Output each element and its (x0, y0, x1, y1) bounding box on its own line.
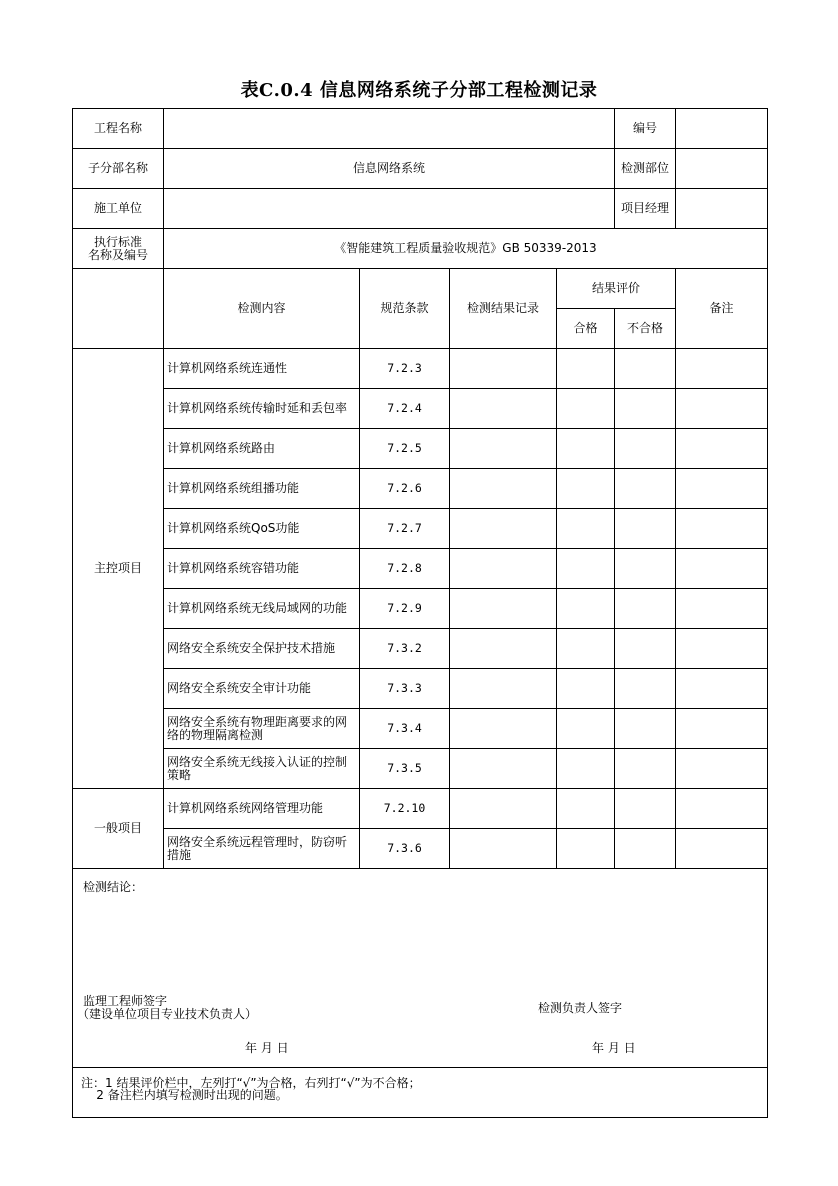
result-record-cell[interactable] (450, 629, 557, 669)
main-control-item-row (73, 709, 768, 749)
item-content: 网络安全系统远程管理时，防窃听措施 (164, 829, 360, 869)
note-line-2: 2 备注栏内填写检测时出现的问题。 (81, 1088, 288, 1102)
result-record-cell[interactable] (450, 709, 557, 749)
item-content: 计算机网络系统路由 (164, 429, 360, 469)
general-item-row (73, 829, 768, 869)
contractor-row (73, 189, 768, 229)
pass-cell[interactable] (557, 789, 615, 829)
number-label: 编号 (615, 109, 676, 149)
remarks-cell[interactable] (676, 469, 768, 509)
fail-cell[interactable] (615, 589, 676, 629)
item-clause: 7.3.2 (360, 629, 450, 669)
result-record-cell[interactable] (450, 789, 557, 829)
item-clause: 7.2.3 (360, 349, 450, 389)
pass-cell[interactable] (557, 389, 615, 429)
project-name-field[interactable] (164, 109, 615, 149)
result-record-cell[interactable] (450, 749, 557, 789)
pass-cell[interactable] (557, 629, 615, 669)
inspection-part-label: 检测部位 (615, 149, 676, 189)
column-header-content: 检测内容 (164, 269, 360, 349)
standard-label-line1: 执行标准 (93, 234, 142, 249)
fail-cell[interactable] (615, 389, 676, 429)
standard-label (73, 229, 164, 269)
item-clause: 7.2.8 (360, 549, 450, 589)
column-header-record: 检测结果记录 (450, 269, 557, 349)
standard-field[interactable]: 《智能建筑工程质量验收规范》GB 50339-2013 (164, 229, 768, 269)
item-content: 网络安全系统无线接入认证的控制策略 (164, 749, 360, 789)
standard-row (73, 229, 768, 269)
remarks-cell[interactable] (676, 669, 768, 709)
number-field[interactable] (676, 109, 768, 149)
main-control-item-row (73, 429, 768, 469)
conclusion-label: 检测结论： (83, 880, 144, 894)
general-category-label: 一般项目 (73, 789, 164, 869)
item-content: 网络安全系统安全审计功能 (164, 669, 360, 709)
result-record-cell[interactable] (450, 429, 557, 469)
remarks-cell[interactable] (676, 589, 768, 629)
main-control-item-row (73, 509, 768, 549)
pass-cell[interactable] (557, 469, 615, 509)
main-control-item-row (73, 549, 768, 589)
fail-cell[interactable] (615, 629, 676, 669)
supervisor-date: 年 月 日 (245, 1041, 289, 1055)
result-record-cell[interactable] (450, 549, 557, 589)
column-header-remarks: 备注 (676, 269, 768, 349)
fail-cell[interactable] (615, 789, 676, 829)
inspection-record-table (72, 108, 768, 1118)
pass-cell[interactable] (557, 429, 615, 469)
page-title: 表C.0.4 信息网络系统子分部工程检测记录 (240, 80, 598, 101)
fail-cell[interactable] (615, 669, 676, 709)
main-control-item-row (73, 589, 768, 629)
result-record-cell[interactable] (450, 589, 557, 629)
subdivision-label: 子分部名称 (73, 149, 164, 189)
supervisor-signature-note: （建设单位项目专业技术负责人） (77, 1007, 258, 1021)
item-content: 计算机网络系统无线局域网的功能 (164, 589, 360, 629)
remarks-cell[interactable] (676, 789, 768, 829)
item-clause: 7.2.6 (360, 469, 450, 509)
main-control-item-row (73, 669, 768, 709)
notes-cell (73, 1068, 768, 1118)
inspector-signature-label: 检测负责人签字 (538, 1001, 623, 1015)
result-record-cell[interactable] (450, 829, 557, 869)
fail-cell[interactable] (615, 549, 676, 589)
item-content: 计算机网络系统容错功能 (164, 549, 360, 589)
pass-cell[interactable] (557, 349, 615, 389)
contractor-field[interactable] (164, 189, 615, 229)
project-name-label: 工程名称 (73, 109, 164, 149)
item-clause: 7.2.7 (360, 509, 450, 549)
column-header-fail: 不合格 (615, 309, 676, 349)
project-manager-label: 项目经理 (615, 189, 676, 229)
item-content: 计算机网络系统QoS功能 (164, 509, 360, 549)
result-record-cell[interactable] (450, 349, 557, 389)
fail-cell[interactable] (615, 349, 676, 389)
item-content: 网络安全系统有物理距离要求的网络的物理隔离检测 (164, 709, 360, 749)
item-content: 计算机网络系统传输时延和丢包率 (164, 389, 360, 429)
pass-cell[interactable] (557, 709, 615, 749)
inspector-date: 年 月 日 (592, 1041, 636, 1055)
item-clause: 7.2.4 (360, 389, 450, 429)
column-header-clause: 规范条款 (360, 269, 450, 349)
pass-cell[interactable] (557, 549, 615, 589)
column-header-pass: 合格 (557, 309, 615, 349)
header-blank-cell (73, 269, 164, 349)
note-line-1: 注：1 结果评价栏中，左列打“√”为合格，右列打“√”为不合格； (81, 1076, 421, 1090)
fail-cell[interactable] (615, 829, 676, 869)
column-header-evaluation: 结果评价 (557, 269, 676, 309)
main-control-item-row (73, 389, 768, 429)
notes-row (73, 1068, 768, 1118)
item-content: 网络安全系统安全保护技术措施 (164, 629, 360, 669)
item-clause: 7.2.10 (360, 789, 450, 829)
general-item-row (73, 789, 768, 829)
conclusion-cell[interactable] (73, 869, 768, 1068)
project-name-row (73, 109, 768, 149)
result-record-cell[interactable] (450, 469, 557, 509)
fail-cell[interactable] (615, 469, 676, 509)
supervisor-signature-label: 监理工程师签字 (83, 994, 168, 1008)
item-content: 计算机网络系统连通性 (164, 349, 360, 389)
column-header-row-1 (73, 269, 768, 309)
pass-cell[interactable] (557, 509, 615, 549)
item-clause: 7.3.5 (360, 749, 450, 789)
subdivision-field[interactable]: 信息网络系统 (164, 149, 615, 189)
remarks-cell[interactable] (676, 389, 768, 429)
pass-cell[interactable] (557, 749, 615, 789)
remarks-cell[interactable] (676, 509, 768, 549)
main-control-category-label: 主控项目 (73, 349, 164, 789)
fail-cell[interactable] (615, 749, 676, 789)
item-clause: 7.3.4 (360, 709, 450, 749)
remarks-cell[interactable] (676, 709, 768, 749)
inspection-part-field[interactable] (676, 149, 768, 189)
remarks-cell[interactable] (676, 829, 768, 869)
result-record-cell[interactable] (450, 389, 557, 429)
pass-cell[interactable] (557, 669, 615, 709)
main-control-item-row (73, 349, 768, 389)
item-clause: 7.3.3 (360, 669, 450, 709)
project-manager-field[interactable] (676, 189, 768, 229)
result-record-cell[interactable] (450, 509, 557, 549)
main-control-item-row (73, 749, 768, 789)
pass-cell[interactable] (557, 829, 615, 869)
remarks-cell[interactable] (676, 349, 768, 389)
main-control-item-row (73, 469, 768, 509)
main-control-item-row (73, 629, 768, 669)
fail-cell[interactable] (615, 429, 676, 469)
pass-cell[interactable] (557, 589, 615, 629)
remarks-cell[interactable] (676, 549, 768, 589)
fail-cell[interactable] (615, 509, 676, 549)
conclusion-row (73, 869, 768, 1068)
contractor-label: 施工单位 (73, 189, 164, 229)
item-content: 计算机网络系统组播功能 (164, 469, 360, 509)
subdivision-row (73, 149, 768, 189)
item-clause: 7.2.9 (360, 589, 450, 629)
standard-label-line2: 名称及编号 (87, 247, 148, 262)
item-clause: 7.2.5 (360, 429, 450, 469)
remarks-cell[interactable] (676, 629, 768, 669)
remarks-cell[interactable] (676, 749, 768, 789)
fail-cell[interactable] (615, 709, 676, 749)
item-content: 计算机网络系统网络管理功能 (164, 789, 360, 829)
result-record-cell[interactable] (450, 669, 557, 709)
remarks-cell[interactable] (676, 429, 768, 469)
item-clause: 7.3.6 (360, 829, 450, 869)
